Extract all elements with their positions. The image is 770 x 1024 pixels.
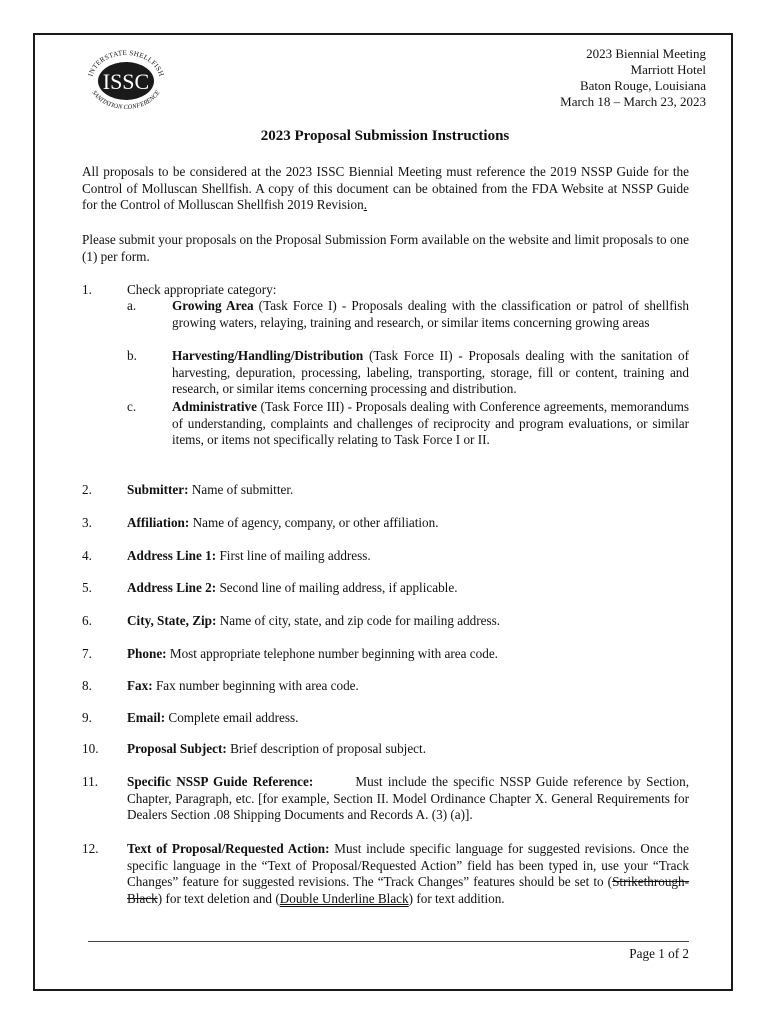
item-7-text [127,646,689,663]
intro-paragraph-2: Please submit your proposals on the Proposal Submission Form available on the website and limit proposals to one (1) per form. [82,232,689,264]
meeting-info [560,46,706,110]
meeting-line-4: March 18 – March 23, 2023 [560,94,706,109]
item-6-number: 6. [82,613,92,628]
item-1a-bold: Growing Area [172,298,254,313]
item-2-desc: Name of submitter. [188,482,294,497]
item-1b-desc: (Task Force II) - Proposals dealing with the sanitation of harvesting, depuration, processing, labeling, transporting, storage, fill or content, training and research, or similar items concerning processing and distribution. [172,348,689,396]
item-1-number: 1. [82,282,92,297]
item-12-mid: ) for text deletion and ( [157,890,280,906]
item-11-bold: Specific NSSP Guide Reference: [127,774,314,789]
item-11-text [127,774,693,824]
item-10-number: 10. [82,741,99,756]
meeting-line-3: Baton Rouge, Louisiana [579,78,706,93]
item-1a-text [172,298,689,331]
meeting-line-1: 2023 Biennial Meeting [586,46,706,61]
item-1c-text [172,399,689,449]
logo-arc-top: INTERSTATE SHELLFISH [86,48,166,78]
double-underline-example: Double Underline Black [279,890,409,906]
item-3-desc: Name of agency, company, or other affiliation. [189,515,439,530]
item-8-desc: Fax number beginning with area code. [152,678,359,693]
item-1b-letter: b. [127,348,137,363]
item-11-desc: Must include the specific NSSP Guide reference by Section, Chapter, Paragraph, etc. [for example, Section II. Model Ordinance Chapter X. General Requirements for Dealers Section .08 Shipping Documents and Records A. (3) (a)]. [127,774,693,822]
footer-divider [88,941,689,942]
item-1a-desc: (Task Force I) - Proposals dealing with the classification or patrol of shellfish growing waters, relaying, training and research, or similar items concerning growing areas [172,298,689,330]
logo-center-text: ISSC [102,69,150,94]
item-12-desc: Must include specific language for suggested revisions. Once the specific language in the “Text of Proposal/Requested Action” field has been typed in, use your “Track Changes” feature for suggested revisions. The “Track Changes” features should be set to ( [127,841,689,889]
item-7-desc: Most appropriate telephone number beginning with area code. [166,646,498,661]
item-8-number: 8. [82,678,92,693]
item-12-number: 12. [82,841,99,856]
item-2-number: 2. [82,482,92,497]
item-6-desc: Name of city, state, and zip code for mailing address. [216,613,501,628]
item-12-text [127,841,689,907]
strikethrough-example: Strikethrough-Black [127,874,689,906]
logo-arc-bottom: SANITATION CONFERENCE [90,89,162,111]
meeting-line-2: Marriott Hotel [630,62,706,77]
item-9-text [127,710,689,727]
page-number: Page 1 of 2 [629,946,689,961]
intro-paragraph-1 [82,164,689,214]
item-7-number: 7. [82,646,92,661]
item-4-number: 4. [82,548,92,563]
item-4-bold: Address Line 1: [127,548,217,563]
item-12-bold: Text of Proposal/Requested Action: [127,841,330,856]
item-3-text [127,515,689,532]
item-10-text [127,741,689,758]
item-12-end: ) for text addition. [408,890,505,906]
item-8-text [127,678,689,695]
item-6-text [127,613,689,630]
item-5-desc: Second line of mailing address, if applicable. [216,580,458,595]
item-2-text [127,482,689,499]
item-5-text [127,580,689,597]
item-1c-letter: c. [127,399,137,414]
issc-logo [82,47,170,111]
item-9-bold: Email: [127,710,166,725]
item-4-text [127,548,689,565]
item-3-bold: Affiliation: [127,515,190,530]
item-7-bold: Phone: [127,646,167,661]
page-title: 2023 Proposal Submission Instructions [260,128,510,144]
item-1a-letter: a. [127,298,137,313]
item-5-bold: Address Line 2: [127,580,217,595]
item-8-bold: Fax: [127,678,153,693]
item-4-desc: First line of mailing address. [216,548,371,563]
item-5-number: 5. [82,580,92,595]
item-9-desc: Complete email address. [165,710,299,725]
item-10-desc: Brief description of proposal subject. [226,741,426,756]
item-1-text: Check appropriate category: [127,282,277,297]
item-1c-bold: Administrative [172,399,257,414]
item-9-number: 9. [82,710,92,725]
item-3-number: 3. [82,515,92,530]
item-1b-bold: Harvesting/Handling/Distribution [172,348,364,363]
item-6-bold: City, State, Zip: [127,613,217,628]
item-11-number: 11. [82,774,98,789]
item-1c-desc: (Task Force III) - Proposals dealing with Conference agreements, memorandums of understanding, complaints and challenges of reciprocity and program evaluations, or similar items, or items not specifically relating to Task Force I or II. [172,399,689,447]
item-2-bold: Submitter: [127,482,189,497]
item-1b-text [172,348,689,398]
intro-period: . [363,197,367,212]
intro-text: All proposals to be considered at the 2023 ISSC Biennial Meeting must reference the 2019 NSSP Guide for the Control of Molluscan Shellfish. A copy of this document can be obtained from the FDA Website at NSSP Guide for the Control of Molluscan Shellfish 2019 Revision [82,164,689,212]
item-10-bold: Proposal Subject: [127,741,227,756]
